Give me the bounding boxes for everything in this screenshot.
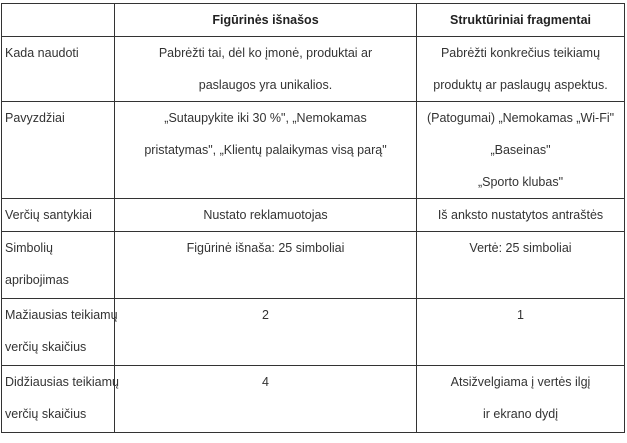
callouts-cell — [115, 299, 417, 366]
cell-line: pristatymas", „Klientų palaikymas visą parą" — [144, 143, 387, 157]
row-label-line: Kada naudoti — [5, 46, 79, 60]
row-label — [2, 37, 115, 102]
row-label — [2, 232, 115, 299]
comparison-table — [1, 3, 625, 433]
callouts-cell — [115, 199, 417, 232]
table-row — [2, 37, 625, 102]
row-label-line: Pavyzdžiai — [5, 111, 65, 125]
table-row — [2, 199, 625, 232]
header-structured-snippets: Struktūriniai fragmentai — [417, 4, 625, 37]
cell-line: 2 — [262, 308, 269, 322]
cell-line: „Sutaupykite iki 30 %", „Nemokamas — [164, 111, 367, 125]
row-label-line: verčių skaičius — [5, 407, 87, 421]
cell-line: ir ekrano dydį — [482, 407, 559, 421]
header-empty-cell — [2, 4, 115, 37]
callouts-cell — [115, 102, 417, 199]
row-label-line: Simbolių — [5, 241, 53, 255]
header-row — [2, 4, 625, 37]
row-label — [2, 366, 119, 433]
cell-line: paslaugos yra unikalios. — [198, 78, 333, 92]
snippets-cell — [417, 102, 625, 199]
table-row — [2, 366, 625, 433]
cell-line: produktų ar paslaugų aspektus. — [433, 78, 608, 92]
cell-line: Nustato reklamuotojas — [203, 208, 328, 222]
cell-line: „Baseinas" — [490, 143, 551, 157]
row-label — [2, 299, 118, 366]
row-label-line: Didžiausias teikiamų — [5, 375, 119, 389]
callouts-cell — [115, 37, 417, 102]
cell-line: Iš anksto nustatytos antraštės — [437, 208, 604, 222]
cell-line: Atsižvelgiama į vertės ilgį — [450, 375, 591, 389]
snippets-cell — [417, 232, 625, 299]
cell-line: 4 — [262, 375, 269, 389]
table-row — [2, 102, 625, 199]
row-label-line: Mažiausias teikiamų — [5, 308, 118, 322]
snippets-cell — [417, 366, 625, 433]
cell-line: Pabrėžti konkrečius teikiamų — [440, 46, 601, 60]
snippets-cell — [417, 299, 625, 366]
header-callouts: Figūrinės išnašos — [115, 4, 417, 37]
cell-line: (Patogumai) „Nemokamas „Wi-Fi" — [426, 111, 615, 125]
cell-line: 1 — [517, 308, 524, 322]
table-row — [2, 299, 625, 366]
row-label-line: verčių skaičius — [5, 340, 87, 354]
row-label — [2, 102, 115, 199]
row-label — [2, 199, 115, 232]
snippets-cell — [417, 37, 625, 102]
cell-line: „Sporto klubas" — [477, 175, 564, 189]
callouts-cell — [115, 366, 417, 433]
table-row — [2, 232, 625, 299]
row-label-line: apribojimas — [5, 273, 69, 287]
row-label-line: Verčių santykiai — [5, 208, 92, 222]
cell-line: Pabrėžti tai, dėl ko įmonė, produktai ar — [158, 46, 373, 60]
snippets-cell — [417, 199, 625, 232]
callouts-cell — [115, 232, 417, 299]
cell-line: Vertė: 25 simboliai — [469, 241, 572, 255]
cell-line: Figūrinė išnaša: 25 simboliai — [186, 241, 345, 255]
